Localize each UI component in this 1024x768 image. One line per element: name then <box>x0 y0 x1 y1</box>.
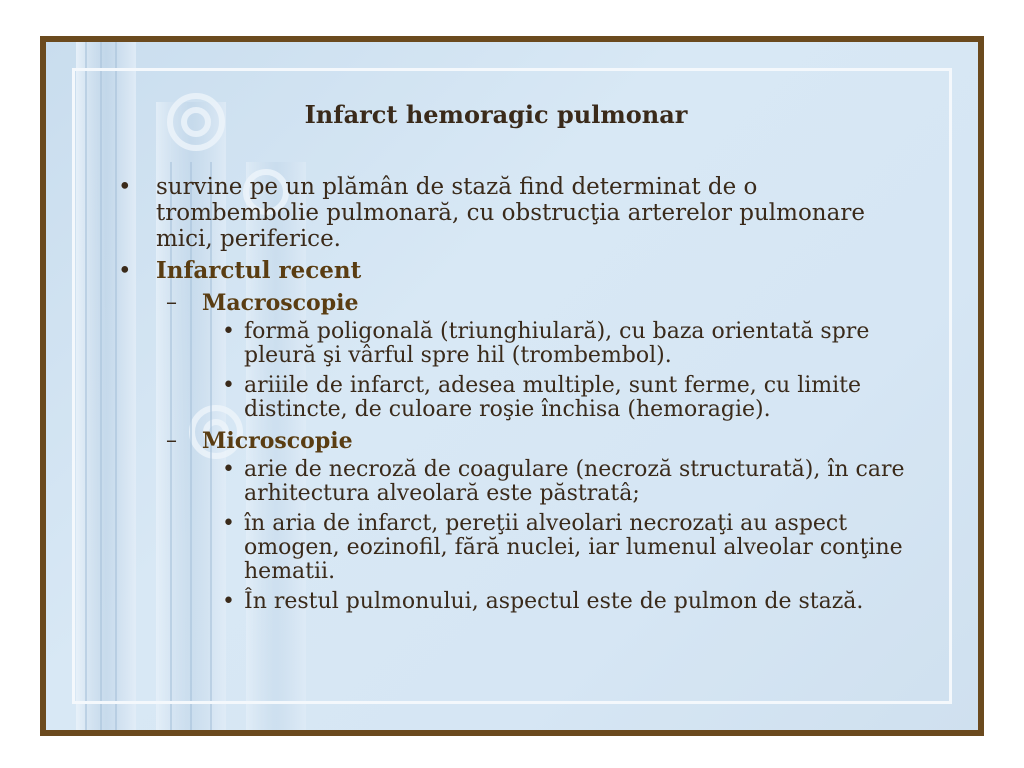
sub-bullet-text: În restul pulmonului, aspectul este de pulmon de stază. <box>244 589 864 614</box>
bullet-marker: • <box>222 319 235 344</box>
section-heading <box>114 290 914 316</box>
bullet-item <box>114 258 914 284</box>
sub-bullet-item <box>114 374 914 422</box>
bullet-marker: • <box>118 258 132 284</box>
sub-bullet-item <box>114 590 914 614</box>
dash-marker: – <box>166 428 177 453</box>
section-heading-text: Microscopie <box>202 428 353 454</box>
sub-bullet-item <box>114 320 914 368</box>
sub-bullet-text: arie de necroză de coagulare (necroză structurată), în care arhitectura alveolară este păstratâ; <box>244 457 905 506</box>
bullet-item <box>114 174 914 252</box>
sub-bullet-text: formă poligonală (triunghiulară), cu baza orientată spre pleură şi vârful spre hil (trombembol). <box>244 319 870 368</box>
bullet-marker: • <box>222 373 235 398</box>
slide-content <box>114 174 914 620</box>
bullet-text: Infarctul recent <box>156 257 362 284</box>
slide-frame <box>40 36 984 736</box>
bullet-marker: • <box>222 511 235 536</box>
sub-bullet-item <box>114 458 914 506</box>
sub-bullet-text: în aria de infarct, pereţii alveolari necrozaţi au aspect omogen, eozinofil, fără nuclei, iar lumenul alveolar conţine hematii. <box>244 511 903 584</box>
bullet-marker: • <box>222 589 235 614</box>
sub-bullet-text: ariiile de infarct, adesea multiple, sunt ferme, cu limite distincte, de culoare roşie închisa (hemoragie). <box>244 373 862 422</box>
sub-bullet-item <box>114 512 914 584</box>
section-heading-text: Macroscopie <box>202 290 359 316</box>
bullet-text: survine pe un plămân de stază find determinat de o trombembolie pulmonară, cu obstrucţia arterelor pulmonare mici, periferice. <box>156 174 865 252</box>
bullet-marker: • <box>222 457 235 482</box>
section-heading <box>114 428 914 454</box>
dash-marker: – <box>166 290 177 315</box>
bullet-marker: • <box>118 174 132 200</box>
slide-title: Infarct hemoragic pulmonar <box>304 100 688 129</box>
